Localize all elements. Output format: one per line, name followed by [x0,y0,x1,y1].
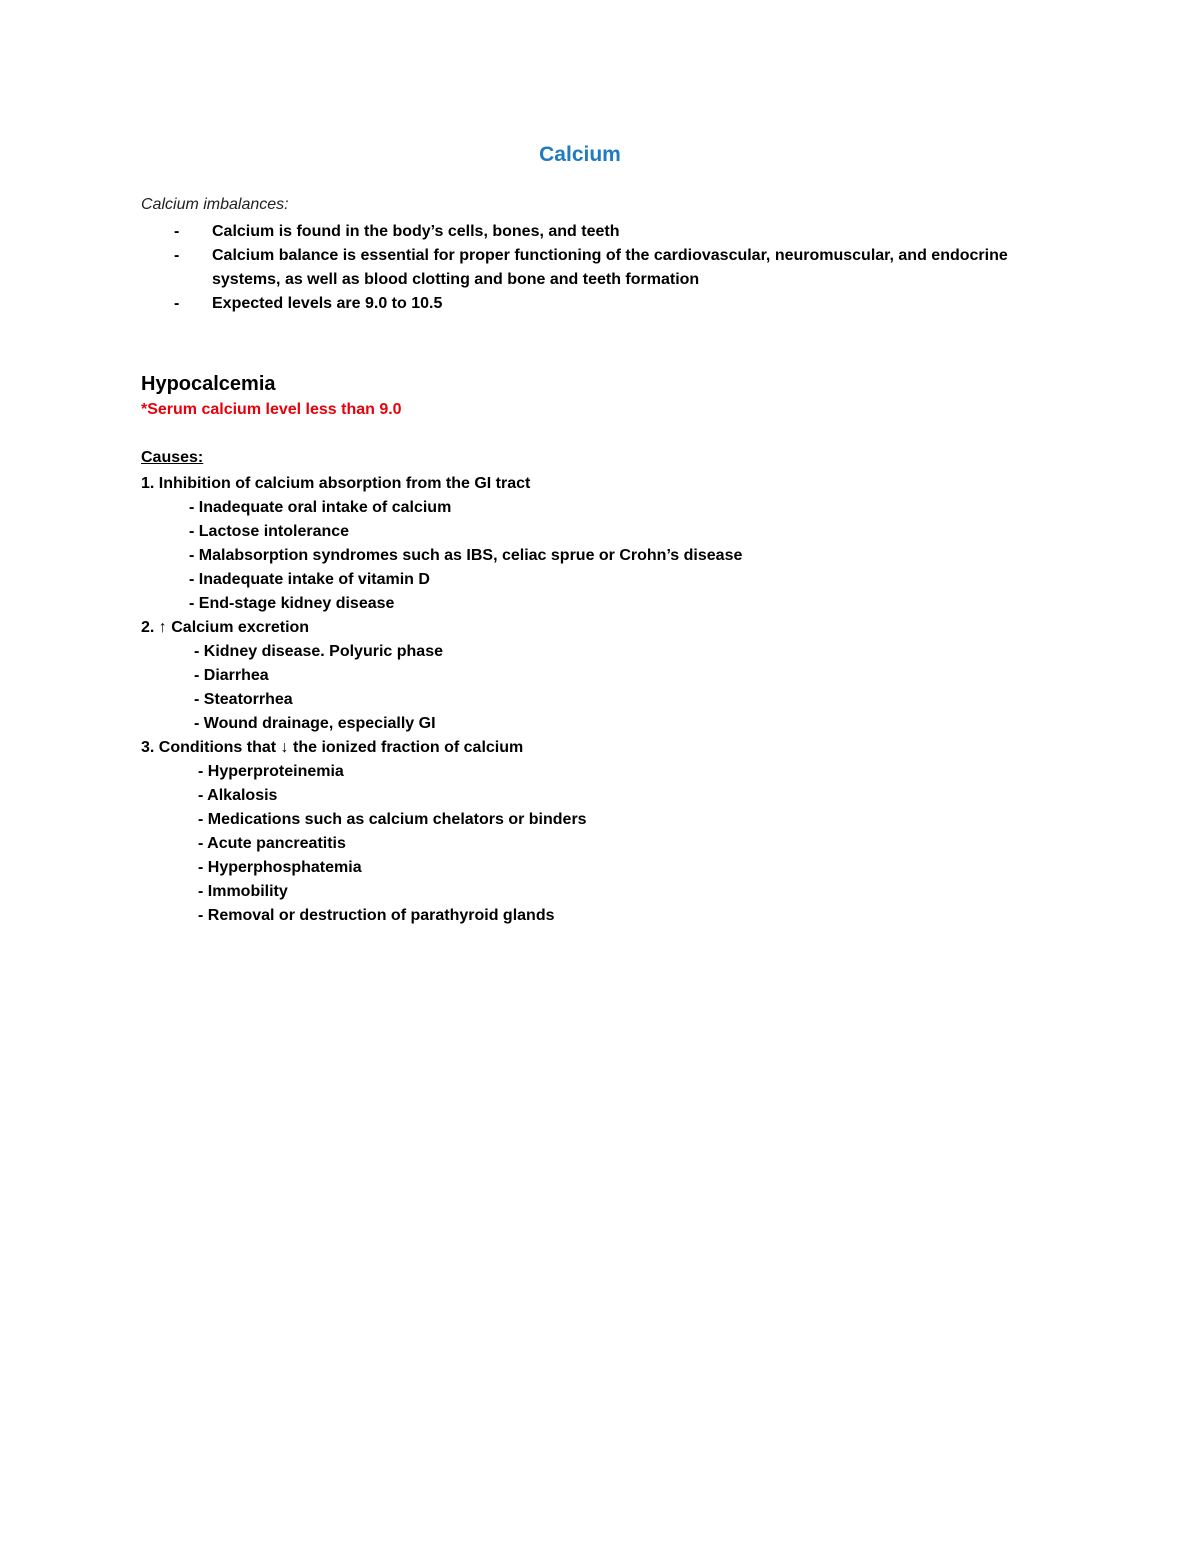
section-heading: Hypocalcemia [141,373,276,395]
list-item: - Inadequate oral intake of calcium [189,499,452,516]
cause-group [141,616,1041,736]
list-item: - Medications such as calcium chelators or binders [198,811,587,828]
causes-label: Causes: [141,449,204,466]
list-item: - Diarrhea [194,667,269,684]
list-item: - Hyperproteinemia [198,763,344,780]
list-item: - Wound drainage, especially GI [194,715,436,732]
list-item: - Inadequate intake of vitamin D [189,571,430,588]
document-title: Calcium [539,143,621,166]
list-item: - Alkalosis [198,787,278,804]
causes-list [141,472,1041,928]
bullet-dash: - [174,295,180,312]
list-item: - Removal or destruction of parathyroid glands [198,907,555,924]
list-item [141,244,1061,292]
list-item: - Malabsorption syndromes such as IBS, celiac sprue or Crohn’s disease [189,547,743,564]
intro-label: Calcium imbalances: [141,196,289,213]
bullet-text: Calcium is found in the body’s cells, bones, and teeth [212,223,620,240]
cause-group-title: 2. ↑ Calcium excretion [141,619,310,636]
bullet-dash: - [174,223,180,240]
list-item: - Steatorrhea [194,691,293,708]
section-note: *Serum calcium level less than 9.0 [141,401,402,418]
list-item [141,220,1061,244]
list-item [141,292,1061,316]
bullet-dash: - [174,247,180,264]
list-item: - Acute pancreatitis [198,835,346,852]
list-item: - End-stage kidney disease [189,595,395,612]
list-item: - Lactose intolerance [189,523,350,540]
cause-group [141,736,1041,928]
cause-group [141,472,1041,616]
bullet-text: Calcium balance is essential for proper functioning of the cardiovascular, neuromuscular, and endocrine systems, as well as blood clotting and bone and teeth formation [212,247,1008,288]
list-item: - Hyperphosphatemia [198,859,362,876]
cause-group-title: 1. Inhibition of calcium absorption from the GI tract [141,475,531,492]
list-item: - Kidney disease. Polyuric phase [194,643,443,660]
bullet-text: Expected levels are 9.0 to 10.5 [212,295,443,312]
cause-group-title: 3. Conditions that ↓ the ionized fraction of calcium [141,739,524,756]
intro-bullet-list [141,220,1061,316]
list-item: - Immobility [198,883,288,900]
